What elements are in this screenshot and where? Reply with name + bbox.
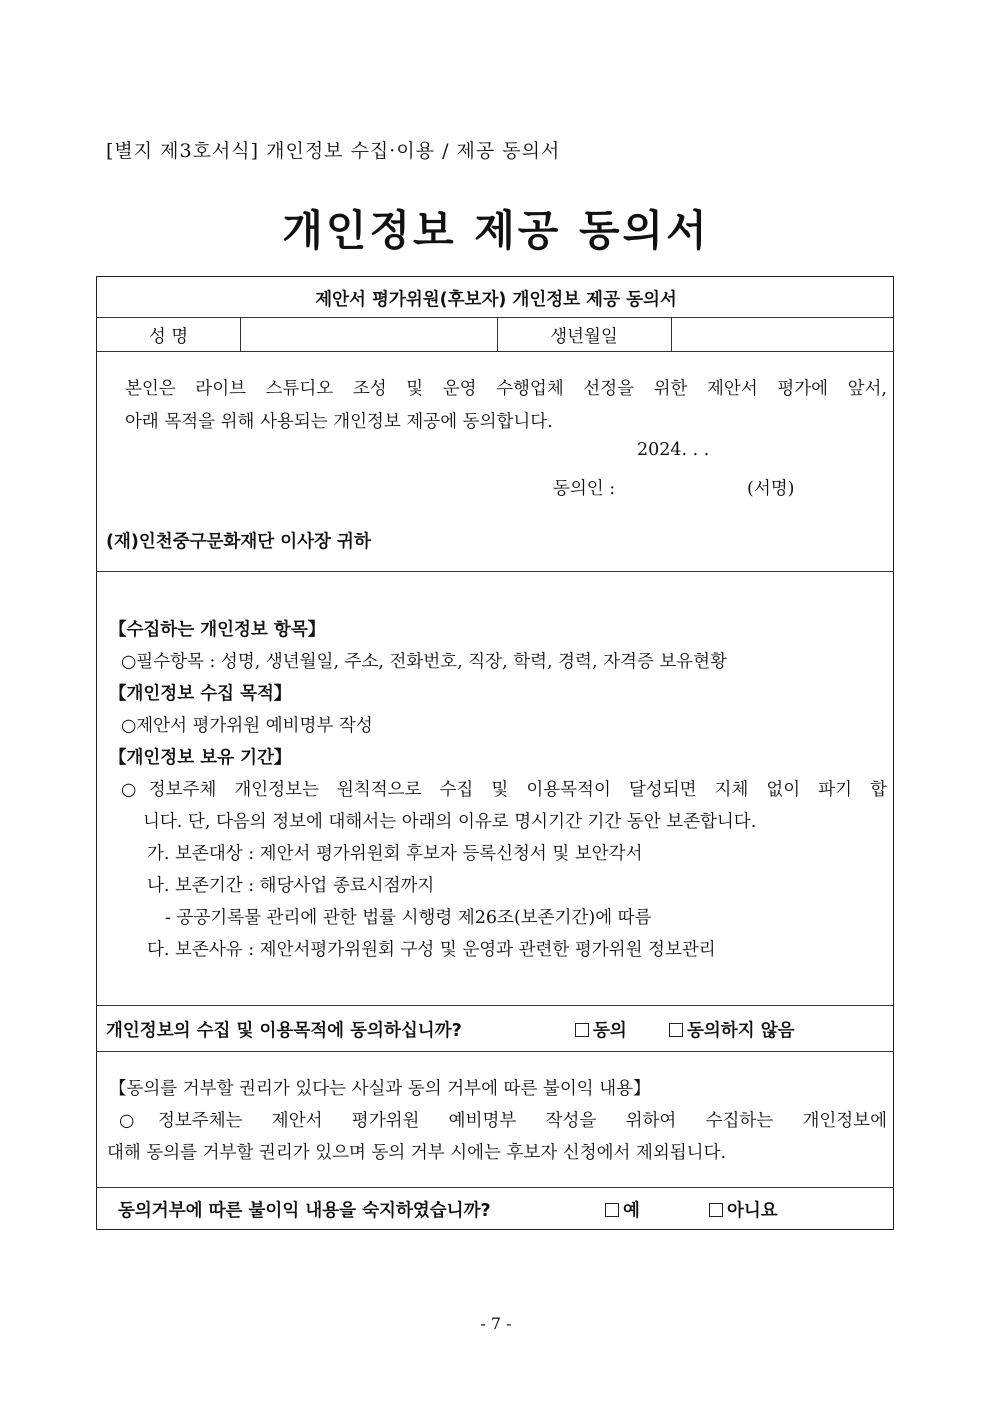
retention-item-b: 나. 보존기간 : 해당사업 종료시점까지 <box>147 876 435 896</box>
retention-heading: 【개인정보 보유 기간】 <box>109 748 292 768</box>
signing-date: 2024. . . <box>637 440 710 460</box>
retention-item-b-sub: - 공공기록물 관리에 관한 법률 시행령 제26조(보존기간)에 따름 <box>165 908 652 928</box>
signature-label: (서명) <box>747 479 795 499</box>
retention-item-c: 다. 보존사유 : 제안서평가위원회 구성 및 운영과 관련한 평가위원 정보관리 <box>147 940 716 960</box>
consent-question: 개인정보의 수집 및 이용목적에 동의하십니까? <box>106 1021 462 1041</box>
page-number: - 7 - <box>480 1314 512 1333</box>
purpose-text: ○제안서 평가위원 예비명부 작성 <box>121 716 373 736</box>
no-option[interactable] <box>709 1197 778 1222</box>
purpose-heading: 【개인정보 수집 목적】 <box>109 684 292 704</box>
no-checkbox[interactable] <box>709 1203 723 1217</box>
retention-item-a: 가. 보존대상 : 제안서 평가위원회 후보자 등록신청서 및 보안각서 <box>147 844 643 864</box>
row-divider <box>97 1187 893 1188</box>
signer-label: 동의인 : <box>553 479 616 499</box>
no-label: 아니요 <box>727 1201 778 1221</box>
document-title: 개인정보 제공 동의서 <box>282 206 710 255</box>
row-divider <box>97 571 893 572</box>
disagree-option[interactable] <box>669 1017 795 1042</box>
refusal-text-line: 대해 동의를 거부할 권리가 있으며 동의 거부 시에는 후보자 신청에서 제외됩니다. <box>107 1143 727 1163</box>
refusal-text-line: ○정보주체는 제안서 평가위원 예비명부 작성을 위하여 수집하는 개인정보에 <box>119 1111 887 1131</box>
recipient-line: (재)인천중구문화재단 이사장 귀하 <box>106 532 371 552</box>
row-divider <box>97 1051 893 1052</box>
table-title: 제안서 평가위원(후보자) 개인정보 제공 동의서 <box>315 290 677 310</box>
form-number-label: [별지 제3호서식] 개인정보 수집·이용 / 제공 동의서 <box>106 140 561 162</box>
retention-text-line: ○정보주체 개인정보는 원칙적으로 수집 및 이용목적이 달성되면 지체 없이 파기 합 <box>121 780 887 800</box>
cell-divider <box>671 317 672 351</box>
items-heading: 【수집하는 개인정보 항목】 <box>109 620 326 640</box>
row-divider <box>97 1005 893 1006</box>
disagree-label: 동의하지 않음 <box>687 1021 795 1041</box>
retention-text-line: 니다. 단, 다음의 정보에 대해서는 아래의 이유로 명시기간 기간 동안 보존합니다. <box>143 812 757 832</box>
agree-checkbox[interactable] <box>575 1023 589 1037</box>
birth-date-label: 생년월일 <box>550 327 618 347</box>
refusal-heading: 【동의를 거부할 권리가 있다는 사실과 동의 거부에 따른 불이익 내용】 <box>109 1079 651 1099</box>
cell-divider <box>240 317 241 351</box>
consent-statement-line: 본인은 라이브 스튜디오 조성 및 운영 수행업체 선정을 위한 제안서 평가에 앞서, <box>125 379 887 399</box>
consent-form-table <box>96 276 894 1230</box>
consent-statement-line: 아래 목적을 위해 사용되는 개인정보 제공에 동의합니다. <box>125 412 553 432</box>
yes-option[interactable] <box>605 1197 640 1222</box>
disagree-checkbox[interactable] <box>669 1023 683 1037</box>
name-label: 성 명 <box>148 327 189 347</box>
yes-label: 예 <box>623 1201 640 1221</box>
agree-option[interactable] <box>575 1017 627 1042</box>
row-divider <box>97 351 893 352</box>
acknowledge-question: 동의거부에 따른 불이익 내용을 숙지하였습니까? <box>118 1201 491 1221</box>
row-divider <box>97 317 893 318</box>
yes-checkbox[interactable] <box>605 1203 619 1217</box>
agree-label: 동의 <box>593 1021 627 1041</box>
items-text: ○필수항목 : 성명, 생년월일, 주소, 전화번호, 직장, 학력, 경력, 자격증 보유현황 <box>121 652 727 672</box>
